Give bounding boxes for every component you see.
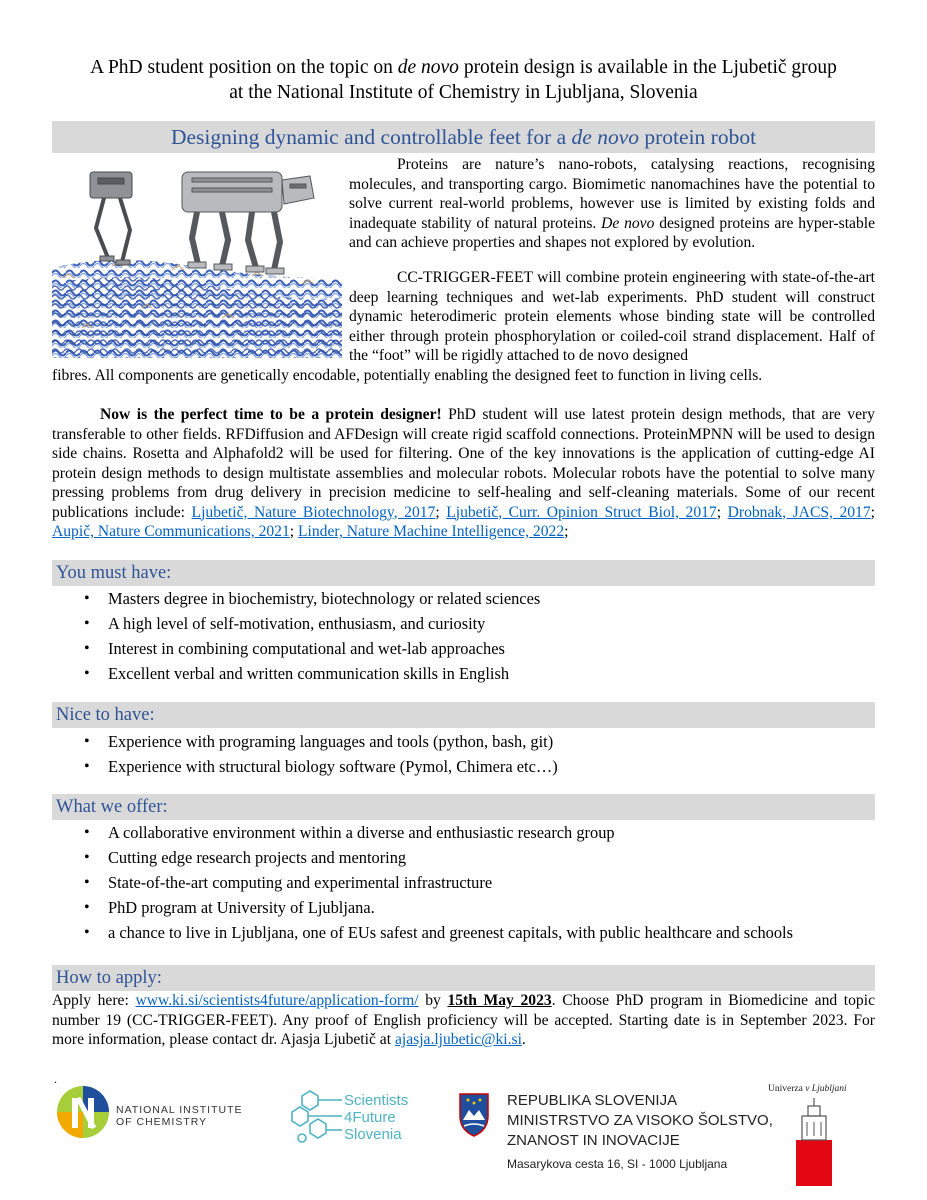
publication-link-5[interactable]: Linder, Nature Machine Intelligence, 2022 <box>298 523 565 540</box>
ministry-line-3: ZNANOST IN INOVACIJE <box>507 1132 680 1149</box>
stray-dot: . <box>54 1072 57 1086</box>
list-item: • a chance to live in Ljubljana, one of EUs safest and greenest capitals, with public healthcare and schools <box>52 920 875 945</box>
list-item: • A collaborative environment within a diverse and enthusiastic research group <box>52 820 875 845</box>
project-paragraph-wrapped: CC-TRIGGER-FEET will combine protein engineering with state-of-the-art deep learning techniques and wet-lab experiments. PhD student will construct dynamic heterodimeric protein elements whose binding state will be controlled either through protein phosphorylation or coiled-coil strand displacement. Half of the “foot” will be rigidly attached to de novo designed <box>349 269 875 364</box>
s4f-line-3: Slovenia <box>344 1126 402 1143</box>
ki-name-line-2: OF CHEMISTRY <box>116 1116 208 1128</box>
ministry-line-2: MINISTRSTVO ZA VISOKO ŠOLSTVO, <box>507 1112 773 1129</box>
ministry-address: Masarykova cesta 16, SI - 1000 Ljubljana <box>507 1157 728 1171</box>
ki-name-line-1: NATIONAL INSTITUTE <box>116 1104 243 1116</box>
ministry-line-1: REPUBLIKA SLOVENIJA <box>507 1092 678 1109</box>
publication-link-4[interactable]: Aupič, Nature Communications, 2021 <box>52 523 290 540</box>
application-form-link[interactable]: www.ki.si/scientists4future/application-form/ <box>135 992 419 1009</box>
project-paragraph <box>52 268 875 385</box>
project-paragraph-full: fibres. All components are genetically encodable, potentially enabling the designed feet to function in living cells. <box>52 366 763 384</box>
list-item: • A high level of self-motivation, enthusiasm, and curiosity <box>52 611 875 636</box>
s4f-logo <box>292 1091 342 1142</box>
deadline: 15th May 2023 <box>447 992 552 1009</box>
intro-line-2: at the National Institute of Chemistry in Ljubljana, Slovenia <box>229 82 698 103</box>
apply-heading: How to apply: <box>52 965 875 991</box>
nice-to-have-list <box>52 729 875 779</box>
list-item: • Interest in combining computational and wet-lab approaches <box>52 636 875 661</box>
s4f-line-2: 4Future <box>344 1109 396 1126</box>
list-item: • State-of-the-art computing and experimental infrastructure <box>52 870 875 895</box>
intro-paragraph: Proteins are nature’s nano-robots, catalysing reactions, recognising molecules, and transporting cargo. Biomimetic nanomachines have the potential to solve current real-world problems, however use is limited by existing folds and inadequate stability of natural proteins. De novo designed proteins are hyper-stable and can achieve properties and shapes not explored by evolution. <box>349 156 875 251</box>
footer-logos <box>52 1080 875 1190</box>
must-have-list <box>52 586 875 686</box>
list-item: • Excellent verbal and written communication skills in English <box>52 661 875 686</box>
list-item: • PhD program at University of Ljubljana. <box>52 895 875 920</box>
list-item: • Experience with structural biology software (Pymol, Chimera etc…) <box>52 754 875 779</box>
university-name: Univerza v Ljubljani <box>768 1084 847 1094</box>
offer-heading: What we offer: <box>52 794 875 820</box>
intro-heading <box>52 55 875 105</box>
s4f-line-1: Scientists <box>344 1092 409 1109</box>
intro-line-1: A PhD student position on the topic on de novo protein design is available in the Ljubetič group <box>90 57 837 78</box>
designer-paragraph: Now is the perfect time to be a protein designer! PhD student will use latest protein design methods, that are very transferable to other fields. RFDiffusion and AFDesign will create rigid scaffold connections. ProteinMPNN will be used to design side chains. Rosetta and Alphafold2 will be used for filtering. One of the key innovations is the application of cutting-edge AI protein design methods to design multistate assemblies and molecular robots. Molecular robots have the potential to solve many pressing problems from drug delivery in precision medicine to self-healing and self-cleaning materials. Some of our recent publications include: Ljubetič, Nature Biotechnology, 2017; Ljubetič, Curr. Opinion Struct Biol, 2017; Drobnak, JACS, 2017; Aupič, Nature Communications, 2021; Linder, Nature Machine Intelligence, 2022; <box>52 406 875 540</box>
list-item: • Cutting edge research projects and mentoring <box>52 845 875 870</box>
ki-logo <box>57 1086 243 1138</box>
nice-to-have-heading: Nice to have: <box>52 702 875 728</box>
list-item: • Masters degree in biochemistry, biotechnology or related sciences <box>52 586 875 611</box>
list-item: • Experience with programing languages and tools (python, bash, git) <box>52 729 875 754</box>
slovenia-coat-of-arms-icon <box>460 1094 488 1136</box>
project-title: Designing dynamic and controllable feet for a de novo protein robot <box>52 121 875 153</box>
offer-list <box>52 820 875 945</box>
publication-link-1[interactable]: Ljubetič, Nature Biotechnology, 2017 <box>191 503 436 521</box>
must-have-heading: You must have: <box>52 560 875 586</box>
publication-link-3[interactable]: Drobnak, JACS, 2017 <box>727 503 871 521</box>
contact-email-link[interactable]: ajasja.ljubetic@ki.si <box>394 1031 522 1048</box>
apply-paragraph: Apply here: www.ki.si/scientists4future/application-form/ by 15th May 2023. Choose PhD program in Biomedicine and topic number 19 (CC-TRIGGER-FEET). Any proof of English proficiency will be accepted. Starting date is in September 2023. For more information, please contact dr. Ajasja Ljubetič at ajasja.ljubetic@ki.si. <box>52 992 875 1048</box>
university-logo <box>796 1098 832 1186</box>
publication-link-2[interactable]: Ljubetič, Curr. Opinion Struct Biol, 2017 <box>446 503 717 521</box>
